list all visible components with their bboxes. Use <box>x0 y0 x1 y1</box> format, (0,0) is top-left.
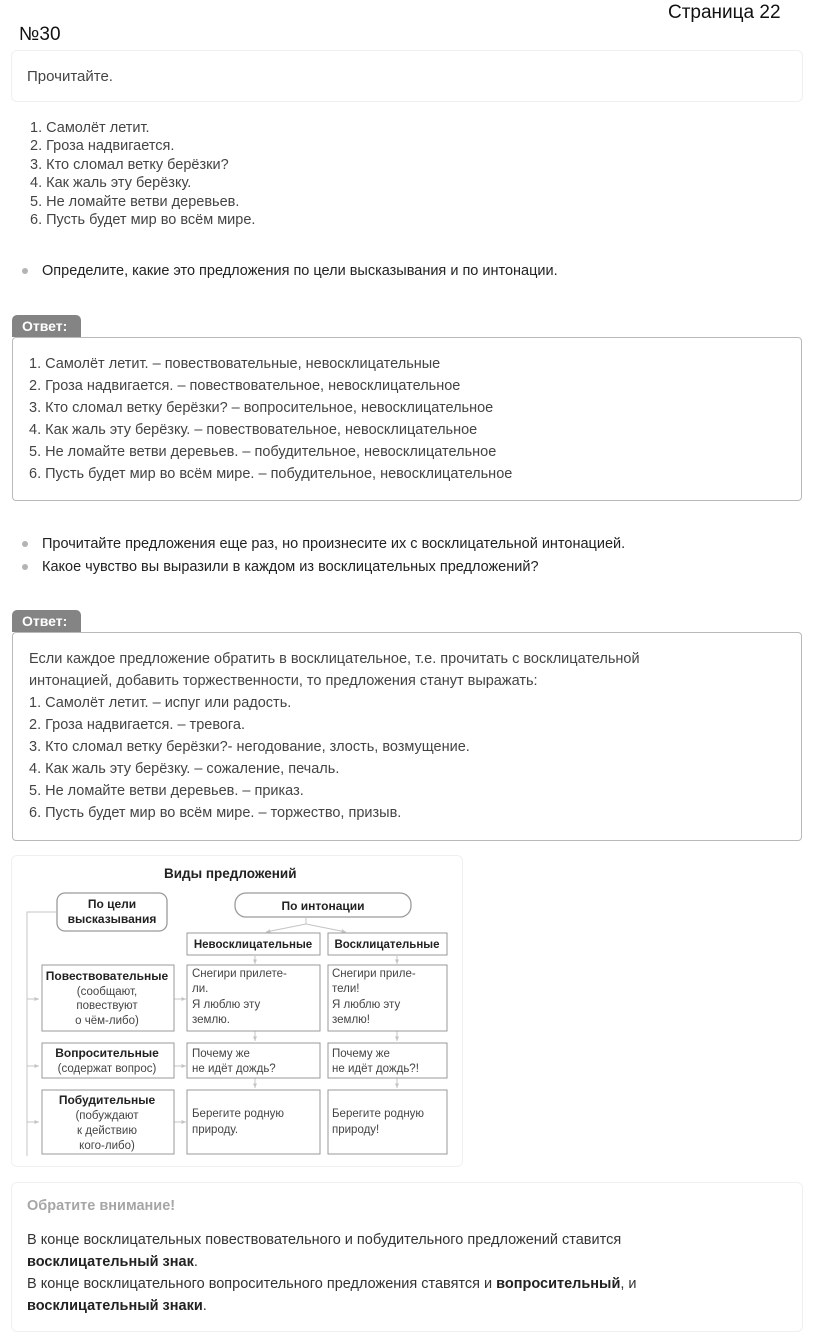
example-line: не идёт дождь? <box>192 1063 276 1075</box>
sentence-item: 4. Как жаль эту берёзку. <box>30 175 192 192</box>
example-line: тели! <box>332 983 360 995</box>
bullet-dot-icon <box>22 541 28 547</box>
note-text: В конце восклицательного вопросительного предложения ставятся и <box>27 1276 497 1292</box>
bullet-dot-icon <box>22 268 28 274</box>
example-line: Снегири прилете- <box>192 968 287 980</box>
answer-label: Ответ: <box>12 610 81 632</box>
sentence-item: 2. Гроза надвигается. <box>30 138 175 155</box>
answer-line: Если каждое предложение обратить в восклицательное, т.е. прочитать с восклицательной <box>29 651 640 667</box>
task-bullet <box>22 534 625 557</box>
type-desc-line: кого-либо) <box>79 1140 135 1152</box>
type-desc-line: (побуждают <box>75 1110 139 1122</box>
bullet-dot-icon <box>22 564 28 570</box>
note-line <box>27 1251 787 1273</box>
answer-line: 6. Пусть будет мир во всём мире. – торжество, призыв. <box>29 805 402 821</box>
sentence-list <box>30 119 255 229</box>
note-text: . <box>193 1254 198 1270</box>
answer-box <box>12 337 802 501</box>
example-line: ли. <box>192 983 209 995</box>
answer-line: 2. Гроза надвигается. – тревога. <box>29 717 245 733</box>
example-line: землю. <box>192 1014 230 1026</box>
example-line: природу. <box>192 1124 239 1136</box>
example-line: не идёт дождь?! <box>332 1063 419 1075</box>
note-line <box>27 1273 787 1295</box>
column-header-exclamatory: Восклицательные <box>334 939 440 951</box>
answer-box <box>12 632 802 841</box>
task-text: Прочитайте предложения еще раз, но произнесите их с восклицательной интонацией. <box>42 536 626 552</box>
note-line <box>27 1295 787 1317</box>
page-number: Страница 22 <box>668 2 781 23</box>
note-text: , и <box>620 1276 637 1292</box>
intonation-header: По интонации <box>281 899 365 913</box>
answer-line: 4. Как жаль эту берёзку. – сожаление, печаль. <box>29 761 340 777</box>
example-line: Берегите родную <box>192 1108 285 1120</box>
answer-line: 1. Самолёт летит. – испуг или радость. <box>29 695 292 711</box>
example-box <box>328 1090 447 1154</box>
answer-line: 3. Кто сломал ветку берёзки? – вопросительное, невосклицательное <box>29 400 494 416</box>
purpose-header-line: По цели <box>87 897 137 911</box>
type-desc-line: повествуют <box>76 1000 138 1012</box>
sentence-item: 5. Не ломайте ветви деревьев. <box>30 193 240 210</box>
example-line: Снегири приле- <box>332 968 416 980</box>
type-name: Повествовательные <box>45 969 169 983</box>
purpose-header-line: высказывания <box>67 912 157 926</box>
sentence-item: 3. Кто сломал ветку берёзки? <box>30 156 229 173</box>
task-text: Какое чувство вы выразили в каждом из восклицательных предложений? <box>42 558 539 575</box>
note-bold: восклицательный знаки <box>27 1298 203 1314</box>
note-text: . <box>202 1298 207 1314</box>
type-desc-line: (сообщают, <box>76 986 138 998</box>
note-bold: восклицательный знак <box>27 1254 194 1270</box>
task-text: Определите, какие это предложения по цели высказывания и по интонации. <box>42 263 558 279</box>
example-line: Я люблю эту <box>332 999 401 1011</box>
answer-line: 2. Гроза надвигается. – повествовательное, невосклицательное <box>29 378 461 394</box>
example-line: Я люблю эту <box>192 999 261 1011</box>
note-line <box>27 1229 787 1251</box>
example-line: Почему же <box>332 1048 390 1060</box>
task-number: №30 <box>19 24 61 45</box>
type-desc-line: о чём-либо) <box>75 1015 139 1027</box>
example-line: землю! <box>332 1014 370 1026</box>
answer-line: 6. Пусть будет мир во всём мире. – побудительное, невосклицательное <box>29 466 513 482</box>
instruction-box <box>11 50 803 102</box>
sentence-item: 1. Самолёт летит. <box>30 120 150 136</box>
type-desc-line: (содержат вопрос) <box>57 1063 157 1075</box>
task-bullet-list <box>22 261 558 284</box>
answer-line: 5. Не ломайте ветви деревьев. – побудительное, невосклицательное <box>29 444 497 460</box>
answer-label: Ответ: <box>12 315 81 337</box>
instruction-text: Прочитайте. <box>27 68 113 85</box>
example-line: природу! <box>332 1124 380 1136</box>
type-desc-line: к действию <box>77 1125 137 1137</box>
sentence-item: 6. Пусть будет мир во всём мире. <box>30 212 256 229</box>
type-name: Побудительные <box>58 1093 156 1107</box>
sentence-types-diagram <box>11 855 463 1167</box>
task-bullet <box>22 261 558 284</box>
diagram-canvas <box>12 856 464 1168</box>
answer-line: 1. Самолёт летит. – повествовательные, невосклицательные <box>29 356 441 372</box>
answer-line: интонацией, добавить торжественности, то предложения станут выражать: <box>29 673 538 689</box>
task-bullet <box>22 557 625 580</box>
note-text: В конце восклицательных повествовательного и побудительного предложений ставится <box>27 1232 622 1248</box>
diagram-title: Виды предложений <box>164 866 297 881</box>
task-bullet-list <box>22 534 625 579</box>
answer-line: 4. Как жаль эту берёзку. – повествовательное, невосклицательное <box>29 422 478 438</box>
type-name: Вопросительные <box>55 1046 159 1060</box>
note-title: Обратите внимание! <box>27 1198 176 1214</box>
answer-line: 5. Не ломайте ветви деревьев. – приказ. <box>29 783 304 799</box>
note-bold: вопросительный <box>496 1276 621 1292</box>
column-header-nonexclamatory: Невосклицательные <box>193 939 313 951</box>
example-box <box>187 1090 320 1154</box>
answer-line: 3. Кто сломал ветку берёзки?- негодование, злость, возмущение. <box>29 739 470 755</box>
example-line: Берегите родную <box>332 1108 425 1120</box>
example-line: Почему же <box>192 1048 250 1060</box>
attention-note <box>11 1182 803 1332</box>
